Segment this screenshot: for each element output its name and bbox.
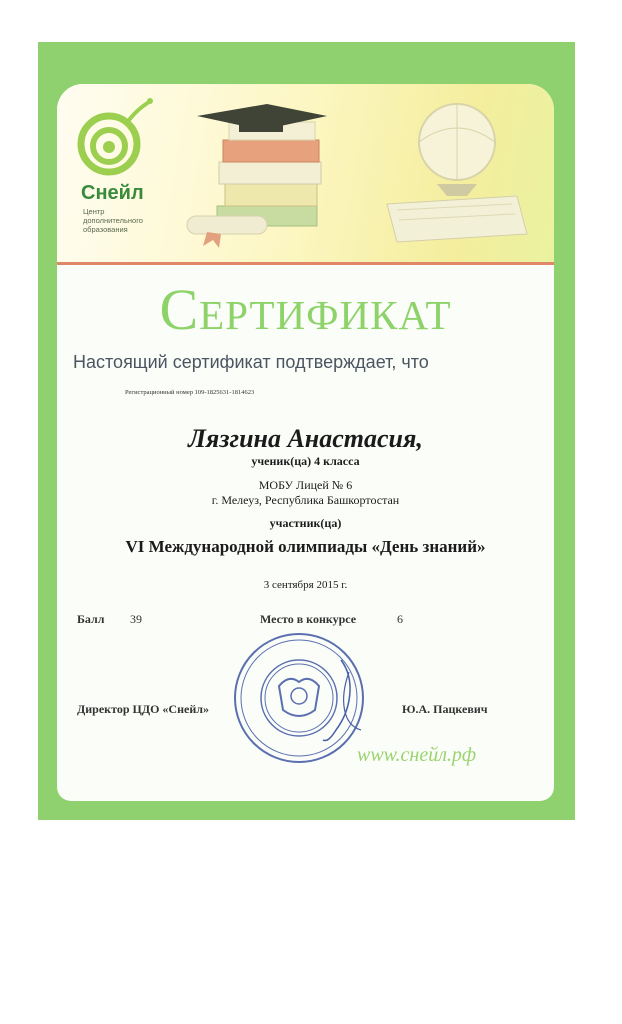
place-value: 6 [397, 612, 403, 626]
book-stack-icon [217, 122, 321, 226]
header-banner [57, 84, 554, 264]
director-label: Директор ЦДО «Снейл» [77, 702, 209, 716]
stamp-seal-icon [231, 630, 367, 766]
website-url: www.снейл.рф [357, 744, 477, 766]
logo-subtitle: Центр дополнительного образования [83, 207, 143, 234]
banner-illustration-icon [57, 84, 554, 262]
certificate-inner [57, 84, 554, 801]
director-name: Ю.А. Пацкевич [402, 702, 488, 716]
certificate-date: 3 сентября 2015 г. [263, 579, 348, 591]
notebook-icon [387, 196, 527, 242]
school-city: г. Мелеуз, Республика Башкортостан [211, 493, 400, 507]
globe-icon [419, 104, 495, 196]
recipient-name: Лязгина Анастасия, [188, 424, 423, 453]
recipient-grade: ученик(ца) 4 класса [251, 454, 360, 468]
registration-number: Регистрационный номер 109-1825631-1814623 [125, 389, 255, 396]
place-label: Место в конкурсе [260, 612, 357, 626]
olympiad-name: VI Международной олимпиады «День знаний» [125, 537, 486, 556]
logo-name: Снейл [81, 182, 144, 204]
snail-logo-icon [81, 98, 153, 172]
score-label: Балл [77, 612, 105, 626]
scroll-icon [187, 216, 267, 248]
banner-divider [57, 262, 554, 265]
certificate-title: Сертификат [159, 277, 452, 342]
school-name: МОБУ Лицей № 6 [258, 478, 353, 492]
participant-label: участник(ца) [269, 516, 342, 530]
certificate-subtitle: Настоящий сертификат подтверждает, что [73, 352, 429, 372]
score-value: 39 [130, 612, 142, 626]
